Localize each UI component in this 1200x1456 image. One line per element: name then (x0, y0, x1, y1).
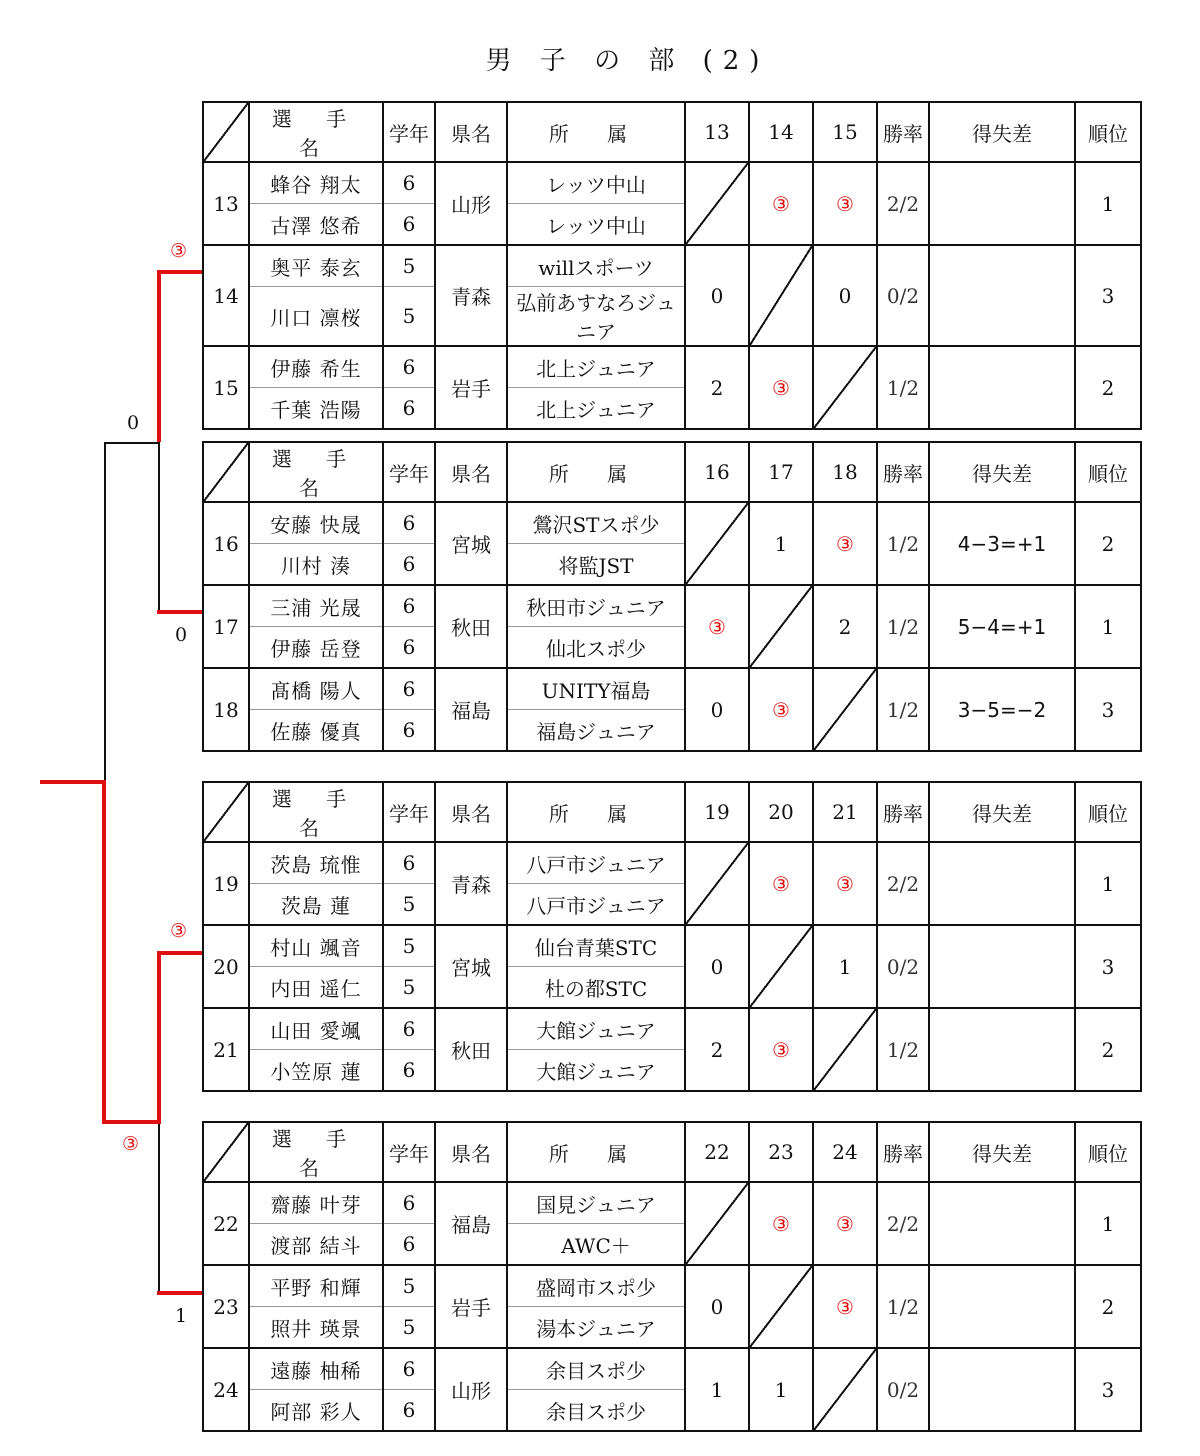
bracket-line (157, 610, 202, 614)
match-result: ③ (813, 502, 877, 585)
player-grade: 6 (383, 585, 435, 627)
header-rank: 順位 (1075, 782, 1141, 842)
player-name: 蜂谷 翔太 (249, 162, 383, 204)
match-result: ③ (749, 162, 813, 245)
bracket-line (158, 1123, 160, 1295)
header-win-rate: 勝率 (877, 442, 929, 502)
club-name: 杜の都STC (507, 967, 685, 1009)
self-match-cell (749, 245, 813, 346)
header-opponent: 13 (685, 102, 749, 162)
self-match-cell (813, 668, 877, 751)
match-result: 1 (749, 1348, 813, 1431)
score-diff (929, 1348, 1075, 1431)
player-grade: 6 (383, 1182, 435, 1224)
player-name: 奥平 泰玄 (249, 245, 383, 287)
self-match-cell (813, 346, 877, 429)
prefecture: 秋田 (435, 585, 507, 668)
player-name: 平野 和輝 (249, 1265, 383, 1307)
bracket-line (102, 1120, 161, 1124)
match-result: 2 (685, 346, 749, 429)
table-row (203, 162, 1141, 204)
prefecture: 秋田 (435, 1008, 507, 1091)
bracket-line (157, 270, 202, 274)
match-result: ③ (749, 346, 813, 429)
player-grade: 6 (383, 346, 435, 388)
match-result: 0 (813, 245, 877, 346)
player-name: 照井 瑛景 (249, 1307, 383, 1349)
page-title: 男 子 の 部 (2) (485, 46, 770, 76)
rank: 2 (1075, 1265, 1141, 1348)
score-diff (929, 346, 1075, 429)
table-row (203, 502, 1141, 544)
win-rate: 0/2 (877, 925, 929, 1008)
table-row (203, 245, 1141, 287)
player-grade: 5 (383, 245, 435, 287)
league-table (202, 1121, 1142, 1432)
header-grade: 学年 (383, 442, 435, 502)
club-name: 弘前あすなろジュニア (507, 287, 685, 347)
match-result: 1 (813, 925, 877, 1008)
bracket-line (158, 442, 160, 614)
player-name: 阿部 彩人 (249, 1390, 383, 1432)
player-grade: 6 (383, 842, 435, 884)
player-grade: 6 (383, 1050, 435, 1092)
player-name: 村山 颯音 (249, 925, 383, 967)
prefecture: 宮城 (435, 925, 507, 1008)
bracket-score: ③ (170, 920, 188, 942)
player-grade: 5 (383, 884, 435, 926)
header-club: 所 属 (507, 442, 685, 502)
player-grade: 6 (383, 544, 435, 586)
player-name: 茨島 琉惟 (249, 842, 383, 884)
player-grade: 6 (383, 1390, 435, 1432)
team-number: 23 (203, 1265, 249, 1348)
table-row (203, 1348, 1141, 1390)
player-name: 佐藤 優真 (249, 710, 383, 752)
prefecture: 宮城 (435, 502, 507, 585)
player-name: 安藤 快晟 (249, 502, 383, 544)
header-club: 所 属 (507, 1122, 685, 1182)
club-name: 湯本ジュニア (507, 1307, 685, 1349)
player-grade: 6 (383, 627, 435, 669)
player-grade: 5 (383, 1265, 435, 1307)
match-result: ③ (813, 842, 877, 925)
player-grade: 5 (383, 925, 435, 967)
player-name: 内田 遥仁 (249, 967, 383, 1009)
bracket-line (104, 442, 160, 444)
corner-cell (203, 782, 249, 842)
player-name: 伊藤 岳登 (249, 627, 383, 669)
header-player: 選 手 名 (249, 782, 383, 842)
club-name: 北上ジュニア (507, 388, 685, 430)
club-name: willスポーツ (507, 245, 685, 287)
match-result: ③ (813, 162, 877, 245)
player-name: 山田 愛颯 (249, 1008, 383, 1050)
player-grade: 6 (383, 388, 435, 430)
bracket-score: ③ (170, 240, 188, 262)
prefecture: 青森 (435, 245, 507, 346)
header-diff: 得失差 (929, 782, 1075, 842)
club-name: レッツ中山 (507, 204, 685, 246)
prefecture: 福島 (435, 668, 507, 751)
club-name: 福島ジュニア (507, 710, 685, 752)
bracket-score: 0 (175, 624, 188, 646)
header-player: 選 手 名 (249, 1122, 383, 1182)
bracket-line (157, 951, 202, 955)
header-player: 選 手 名 (249, 102, 383, 162)
team-number: 18 (203, 668, 249, 751)
player-name: 小笠原 蓮 (249, 1050, 383, 1092)
score-diff (929, 1008, 1075, 1091)
match-result: 0 (685, 1265, 749, 1348)
header-opponent: 24 (813, 1122, 877, 1182)
self-match-cell (685, 502, 749, 585)
header-opponent: 16 (685, 442, 749, 502)
player-grade: 6 (383, 502, 435, 544)
match-result: ③ (685, 585, 749, 668)
score-diff: 3−5=−2 (929, 668, 1075, 751)
header-opponent: 20 (749, 782, 813, 842)
player-name: 川口 凛桜 (249, 287, 383, 347)
club-name: 北上ジュニア (507, 346, 685, 388)
corner-cell (203, 442, 249, 502)
header-opponent: 21 (813, 782, 877, 842)
self-match-cell (813, 1348, 877, 1431)
header-opponent: 15 (813, 102, 877, 162)
player-grade: 5 (383, 967, 435, 1009)
team-number: 16 (203, 502, 249, 585)
club-name: 鶯沢STスポ少 (507, 502, 685, 544)
win-rate: 2/2 (877, 1182, 929, 1265)
header-grade: 学年 (383, 1122, 435, 1182)
club-name: AWC＋ (507, 1224, 685, 1266)
win-rate: 0/2 (877, 245, 929, 346)
win-rate: 2/2 (877, 162, 929, 245)
club-name: 仙北スポ少 (507, 627, 685, 669)
match-result: ③ (749, 668, 813, 751)
header-opponent: 23 (749, 1122, 813, 1182)
player-name: 三浦 光晟 (249, 585, 383, 627)
bracket-score: ③ (122, 1133, 140, 1155)
match-result: ③ (749, 1182, 813, 1265)
rank: 1 (1075, 842, 1141, 925)
club-name: 余目スポ少 (507, 1390, 685, 1432)
match-result: 1 (685, 1348, 749, 1431)
team-number: 14 (203, 245, 249, 346)
table-row (203, 346, 1141, 388)
self-match-cell (685, 842, 749, 925)
player-name: 渡部 結斗 (249, 1224, 383, 1266)
self-match-cell (749, 925, 813, 1008)
self-match-cell (813, 1008, 877, 1091)
score-diff (929, 245, 1075, 346)
table-row (203, 585, 1141, 627)
player-grade: 5 (383, 1307, 435, 1349)
bracket-line (104, 442, 106, 782)
table-row (203, 1008, 1141, 1050)
match-result: 0 (685, 245, 749, 346)
win-rate: 1/2 (877, 1008, 929, 1091)
score-diff (929, 842, 1075, 925)
match-result: 0 (685, 925, 749, 1008)
rank: 3 (1075, 925, 1141, 1008)
rank: 1 (1075, 162, 1141, 245)
match-result: ③ (749, 1008, 813, 1091)
rank: 3 (1075, 245, 1141, 346)
league-table (202, 101, 1142, 430)
header-opponent: 14 (749, 102, 813, 162)
match-result: 2 (813, 585, 877, 668)
player-name: 髙橋 陽人 (249, 668, 383, 710)
header-club: 所 属 (507, 782, 685, 842)
player-grade: 6 (383, 668, 435, 710)
rank: 2 (1075, 502, 1141, 585)
rank: 2 (1075, 346, 1141, 429)
prefecture: 福島 (435, 1182, 507, 1265)
win-rate: 1/2 (877, 668, 929, 751)
player-grade: 5 (383, 287, 435, 347)
prefecture: 山形 (435, 162, 507, 245)
header-club: 所 属 (507, 102, 685, 162)
club-name: 盛岡市スポ少 (507, 1265, 685, 1307)
player-grade: 6 (383, 1348, 435, 1390)
table-row (203, 1182, 1141, 1224)
prefecture: 青森 (435, 842, 507, 925)
club-name: 将監JST (507, 544, 685, 586)
header-rank: 順位 (1075, 1122, 1141, 1182)
rank: 1 (1075, 585, 1141, 668)
self-match-cell (685, 162, 749, 245)
bracket-line (157, 951, 161, 1123)
table-row (203, 1265, 1141, 1307)
header-diff: 得失差 (929, 1122, 1075, 1182)
team-number: 24 (203, 1348, 249, 1431)
player-name: 伊藤 希生 (249, 346, 383, 388)
bracket-score: 1 (175, 1305, 188, 1327)
win-rate: 2/2 (877, 842, 929, 925)
score-diff: 4−3=+1 (929, 502, 1075, 585)
club-name: 大館ジュニア (507, 1008, 685, 1050)
team-number: 20 (203, 925, 249, 1008)
table-row (203, 842, 1141, 884)
club-name: レッツ中山 (507, 162, 685, 204)
header-pref: 県名 (435, 102, 507, 162)
player-name: 遠藤 柚稀 (249, 1348, 383, 1390)
rank: 2 (1075, 1008, 1141, 1091)
team-number: 17 (203, 585, 249, 668)
team-number: 22 (203, 1182, 249, 1265)
header-opponent: 17 (749, 442, 813, 502)
club-name: UNITY福島 (507, 668, 685, 710)
bracket-line (40, 780, 106, 784)
self-match-cell (749, 1265, 813, 1348)
club-name: 国見ジュニア (507, 1182, 685, 1224)
player-name: 川村 湊 (249, 544, 383, 586)
header-win-rate: 勝率 (877, 1122, 929, 1182)
table-row (203, 925, 1141, 967)
bracket-line (157, 270, 161, 442)
header-win-rate: 勝率 (877, 102, 929, 162)
win-rate: 1/2 (877, 585, 929, 668)
club-name: 八戸市ジュニア (507, 842, 685, 884)
club-name: 八戸市ジュニア (507, 884, 685, 926)
bracket-line (102, 780, 106, 1123)
player-grade: 6 (383, 1224, 435, 1266)
player-grade: 6 (383, 162, 435, 204)
self-match-cell (685, 1182, 749, 1265)
club-name: 大館ジュニア (507, 1050, 685, 1092)
self-match-cell (749, 585, 813, 668)
score-diff: 5−4=+1 (929, 585, 1075, 668)
header-opponent: 22 (685, 1122, 749, 1182)
win-rate: 1/2 (877, 1265, 929, 1348)
player-grade: 6 (383, 710, 435, 752)
player-name: 茨島 蓮 (249, 884, 383, 926)
team-number: 15 (203, 346, 249, 429)
header-rank: 順位 (1075, 102, 1141, 162)
score-diff (929, 1182, 1075, 1265)
header-opponent: 19 (685, 782, 749, 842)
win-rate: 1/2 (877, 502, 929, 585)
header-opponent: 18 (813, 442, 877, 502)
rank: 1 (1075, 1182, 1141, 1265)
team-number: 19 (203, 842, 249, 925)
player-grade: 6 (383, 1008, 435, 1050)
header-win-rate: 勝率 (877, 782, 929, 842)
match-result: ③ (749, 842, 813, 925)
win-rate: 0/2 (877, 1348, 929, 1431)
corner-cell (203, 1122, 249, 1182)
prefecture: 岩手 (435, 346, 507, 429)
bracket-line (157, 1291, 202, 1295)
prefecture: 山形 (435, 1348, 507, 1431)
score-diff (929, 162, 1075, 245)
team-number: 13 (203, 162, 249, 245)
table-row (203, 668, 1141, 710)
club-name: 秋田市ジュニア (507, 585, 685, 627)
league-table (202, 441, 1142, 752)
score-diff (929, 925, 1075, 1008)
header-pref: 県名 (435, 442, 507, 502)
corner-cell (203, 102, 249, 162)
header-pref: 県名 (435, 782, 507, 842)
rank: 3 (1075, 1348, 1141, 1431)
player-grade: 6 (383, 204, 435, 246)
match-result: 1 (749, 502, 813, 585)
header-player: 選 手 名 (249, 442, 383, 502)
team-number: 21 (203, 1008, 249, 1091)
header-rank: 順位 (1075, 442, 1141, 502)
club-name: 仙台青葉STC (507, 925, 685, 967)
win-rate: 1/2 (877, 346, 929, 429)
header-grade: 学年 (383, 102, 435, 162)
player-name: 齋藤 叶芽 (249, 1182, 383, 1224)
rank: 3 (1075, 668, 1141, 751)
match-result: ③ (813, 1265, 877, 1348)
match-result: ③ (813, 1182, 877, 1265)
header-diff: 得失差 (929, 442, 1075, 502)
match-result: 2 (685, 1008, 749, 1091)
match-result: 0 (685, 668, 749, 751)
bracket-score: 0 (127, 412, 140, 434)
header-grade: 学年 (383, 782, 435, 842)
club-name: 余目スポ少 (507, 1348, 685, 1390)
header-pref: 県名 (435, 1122, 507, 1182)
prefecture: 岩手 (435, 1265, 507, 1348)
header-diff: 得失差 (929, 102, 1075, 162)
score-diff (929, 1265, 1075, 1348)
player-name: 古澤 悠希 (249, 204, 383, 246)
player-name: 千葉 浩陽 (249, 388, 383, 430)
league-table (202, 781, 1142, 1092)
